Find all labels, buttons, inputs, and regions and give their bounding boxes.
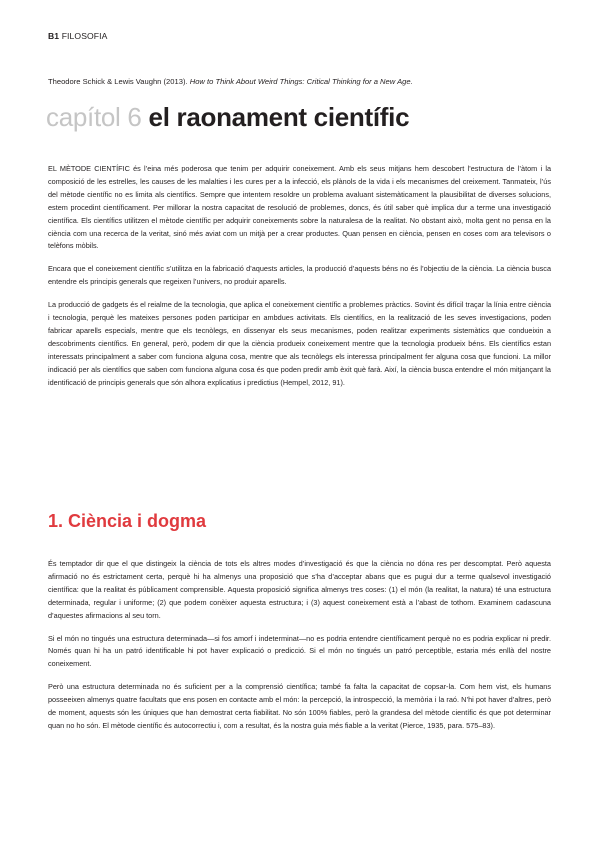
reference-line [48, 77, 558, 87]
section-1-text [48, 558, 551, 733]
header-subject: FILOSOFIA [61, 31, 108, 41]
paragraph: Si el món no tingués una estructura determinada—si fos amorf i indeterminat—no es podria entendre científicament perquè no es podria explicar ni predir. Només quan hi ha un patró identificable hi pot haver explicació o predicció. Si el món no tingués un patró perceptible, estaria més enllà del nostre coneixement. [48, 633, 551, 669]
chapter-prefix: capítol 6 [46, 102, 142, 132]
paragraph: És temptador dir que el que distingeix la ciència de tots els altres modes d’investigació és que la ciència no dóna res per descomptat. Però aquesta afirmació no és estrictament certa, perquè hi ha almenys una proposició que s’ha d’acceptar abans que es pugui dur a terme qualsevol investigació científica: que la realitat és públicament comprensible. Aquesta proposició significa almenys tres coses: (1) el món (la realitat, la natura) té una estructura determinada, regular i uniforme; (2) que podem conèixer aquesta estructura; i (3) aquest coneixement està a l’abast de tothom. Examinem cadascuna d’aquestes afirmacions al seu torn. [48, 559, 551, 620]
paragraph: Però una estructura determinada no és suficient per a la comprensió científica; també fa falta la capacitat de copsar-la. Com hem vist, els humans posseeixen almenys quatre facultats que ens posen en contacte amb el món: la percepció, la introspecció, la memòria i la raó. N’hi pot haver d’altres, però de moment, aquests són les úniques que han demostrat certa fiabilitat. No són 100% fiables, però la grandesa del mètode científic és que pot determinar quan no ho són. El mètode científic és autocorrectiu i, com a resultat, és la nostra guia més fiable a la veritat (Pierce, 1935, para. 575–83). [48, 682, 551, 730]
header-code: B1 [48, 31, 60, 41]
reference-authors: Theodore Schick & Lewis Vaughn (2013). [48, 77, 188, 86]
reference-book-title: How to Think About Weird Things: Critical Thinking for a New Age. [189, 77, 413, 86]
section-heading: 1. Ciència i dogma [48, 511, 207, 531]
paragraph: Encara que el coneixement científic s’utilitza en la fabricació d’aquests articles, la producció d’aquests béns no és l’objectiu de la ciència. La ciència busca entendre els principis generals que regeixen l’univers, no produir aparells. [48, 264, 551, 287]
intro-text [48, 163, 551, 390]
chapter-title-text: el raonament científic [148, 102, 410, 132]
chapter-title [46, 101, 409, 133]
paragraph: La producció de gadgets és el reialme de la tecnologia, que aplica el coneixement científic a problemes pràctics. Sovint és difícil traçar la línia entre ciència i tecnologia, perquè les mateixes persones poden participar en ambdues activitats. Els científics, en la realització de les seves investigacions, poden fabricar aparells especials, mentre que els tecnòlegs, en dissenyar els seus mecanismes, poden realitzar experiments sistemàtics que condueixin a descobriments científics. En general, però, podem dir que la ciència produeix coneixement mentre que la tecnologia produeix béns. Els científics estan interessats principalment a saber com funciona alguna cosa, mentre que als tecnòlegs els interessa principalment fer alguna cosa que funcioni. La millor indicació per als científics que saben com funciona alguna cosa és que poden predir amb èxit què farà. Així, la ciència busca entendre el món mitjançant la identificació de principis generals que són alhora explicatius i predictius (Hempel, 2012, 91). [48, 300, 551, 387]
page-header [48, 31, 107, 41]
paragraph: EL MÈTODE CIENTÍFIC és l’eina més poderosa que tenim per adquirir coneixement. Amb els seus mitjans hem descobert l’estructura de l’àtom i la composició de les estrelles, les causes de les malalties i les cures per a la infecció, els plànols de la vida i els mecanismes del creixement. Tanmateix, l’ús del mètode científic no es limita als científics. Sempre que intentem resoldre un problema avaluant sistemàticament la plausibilitat de diverses solucions, estem procedint científicament. Per millorar la nostra capacitat de resolució de problemes, doncs, és útil saber què implica dur a terme una investigació científica. Els científics utilitzen el mètode científic per adquirir coneixements sobre la naturalesa de la realitat. No obstant això, molta gent no pensa en la ciència com una recerca de la veritat, sinó més aviat com un mitjà per a crear productes. Quan pensen en ciència, pensen en coses com ara televisors o telèfons mòbils. [48, 164, 551, 251]
